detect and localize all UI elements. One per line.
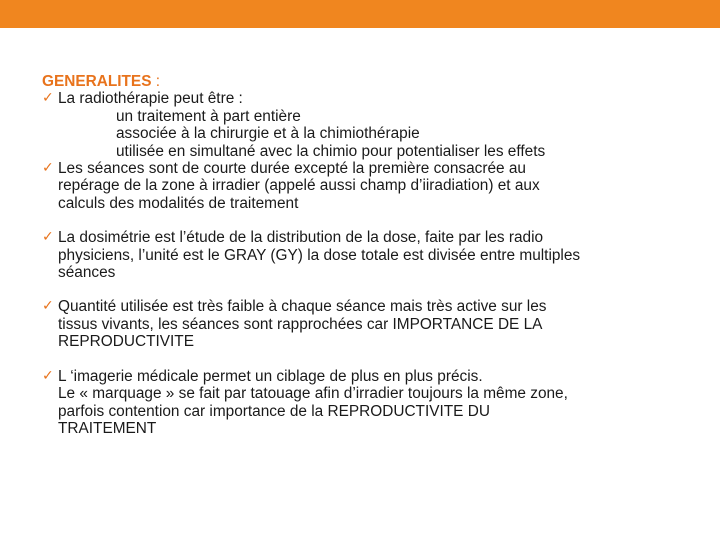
sub-list (42, 108, 702, 160)
slide-content (42, 73, 702, 437)
sub-item: associée à la chirurgie et à la chimiothérapie (116, 125, 420, 143)
sub-item: utilisée en simultané avec la chimio pour potentialiser les effets (116, 142, 546, 160)
bullet-line: repérage de la zone à irradier (appelé aussi champ d’iiradiation) et aux (58, 177, 540, 195)
spacer (42, 212, 702, 229)
bullet-line: REPRODUCTIVITE (58, 333, 194, 351)
checkmark-icon: ✓ (42, 298, 54, 315)
sub-item: un traitement à part entière (116, 107, 301, 125)
bullet-imagerie (42, 368, 702, 438)
bullet-line: La dosimétrie est l’étude de la distribution de la dose, faite par les radio (58, 229, 544, 247)
spacer (42, 281, 702, 298)
bullet-line: L ‘imagerie médicale permet un ciblage de plus en plus précis. (58, 367, 483, 385)
bullet-line: TRAITEMENT (58, 419, 157, 437)
checkmark-icon: ✓ (42, 90, 54, 107)
heading-text: GENERALITES (42, 73, 152, 90)
bullet-line: tissus vivants, les séances sont rapprochées car IMPORTANCE DE LA (58, 315, 543, 333)
bullet-dosimetrie (42, 229, 702, 281)
bullet-line: Le « marquage » se fait par tatouage afin d’irradier toujours la même zone, (58, 385, 568, 403)
checkmark-icon: ✓ (42, 367, 54, 384)
bullet-line: calculs des modalités de traitement (58, 194, 299, 212)
header-accent-bar (0, 0, 720, 28)
heading-separator: : (151, 73, 161, 90)
bullet-radiotherapy (42, 90, 702, 107)
bullet-line: parfois contention car importance de la REPRODUCTIVITE DU (58, 402, 490, 420)
bullet-seances (42, 160, 702, 212)
bullet-line: Les séances sont de courte durée excepté la première consacrée au (58, 160, 526, 178)
bullet-quantite (42, 298, 702, 350)
checkmark-icon: ✓ (42, 229, 54, 246)
bullet-text: La radiothérapie peut être : (58, 90, 243, 108)
bullet-line: séances (58, 264, 116, 282)
checkmark-icon: ✓ (42, 160, 54, 177)
spacer (42, 351, 702, 368)
bullet-line: Quantité utilisée est très faible à chaque séance mais très active sur les (58, 298, 547, 316)
section-heading (42, 73, 702, 90)
bullet-line: physiciens, l’unité est le GRAY (GY) la dose totale est divisée entre multiples (58, 246, 581, 264)
